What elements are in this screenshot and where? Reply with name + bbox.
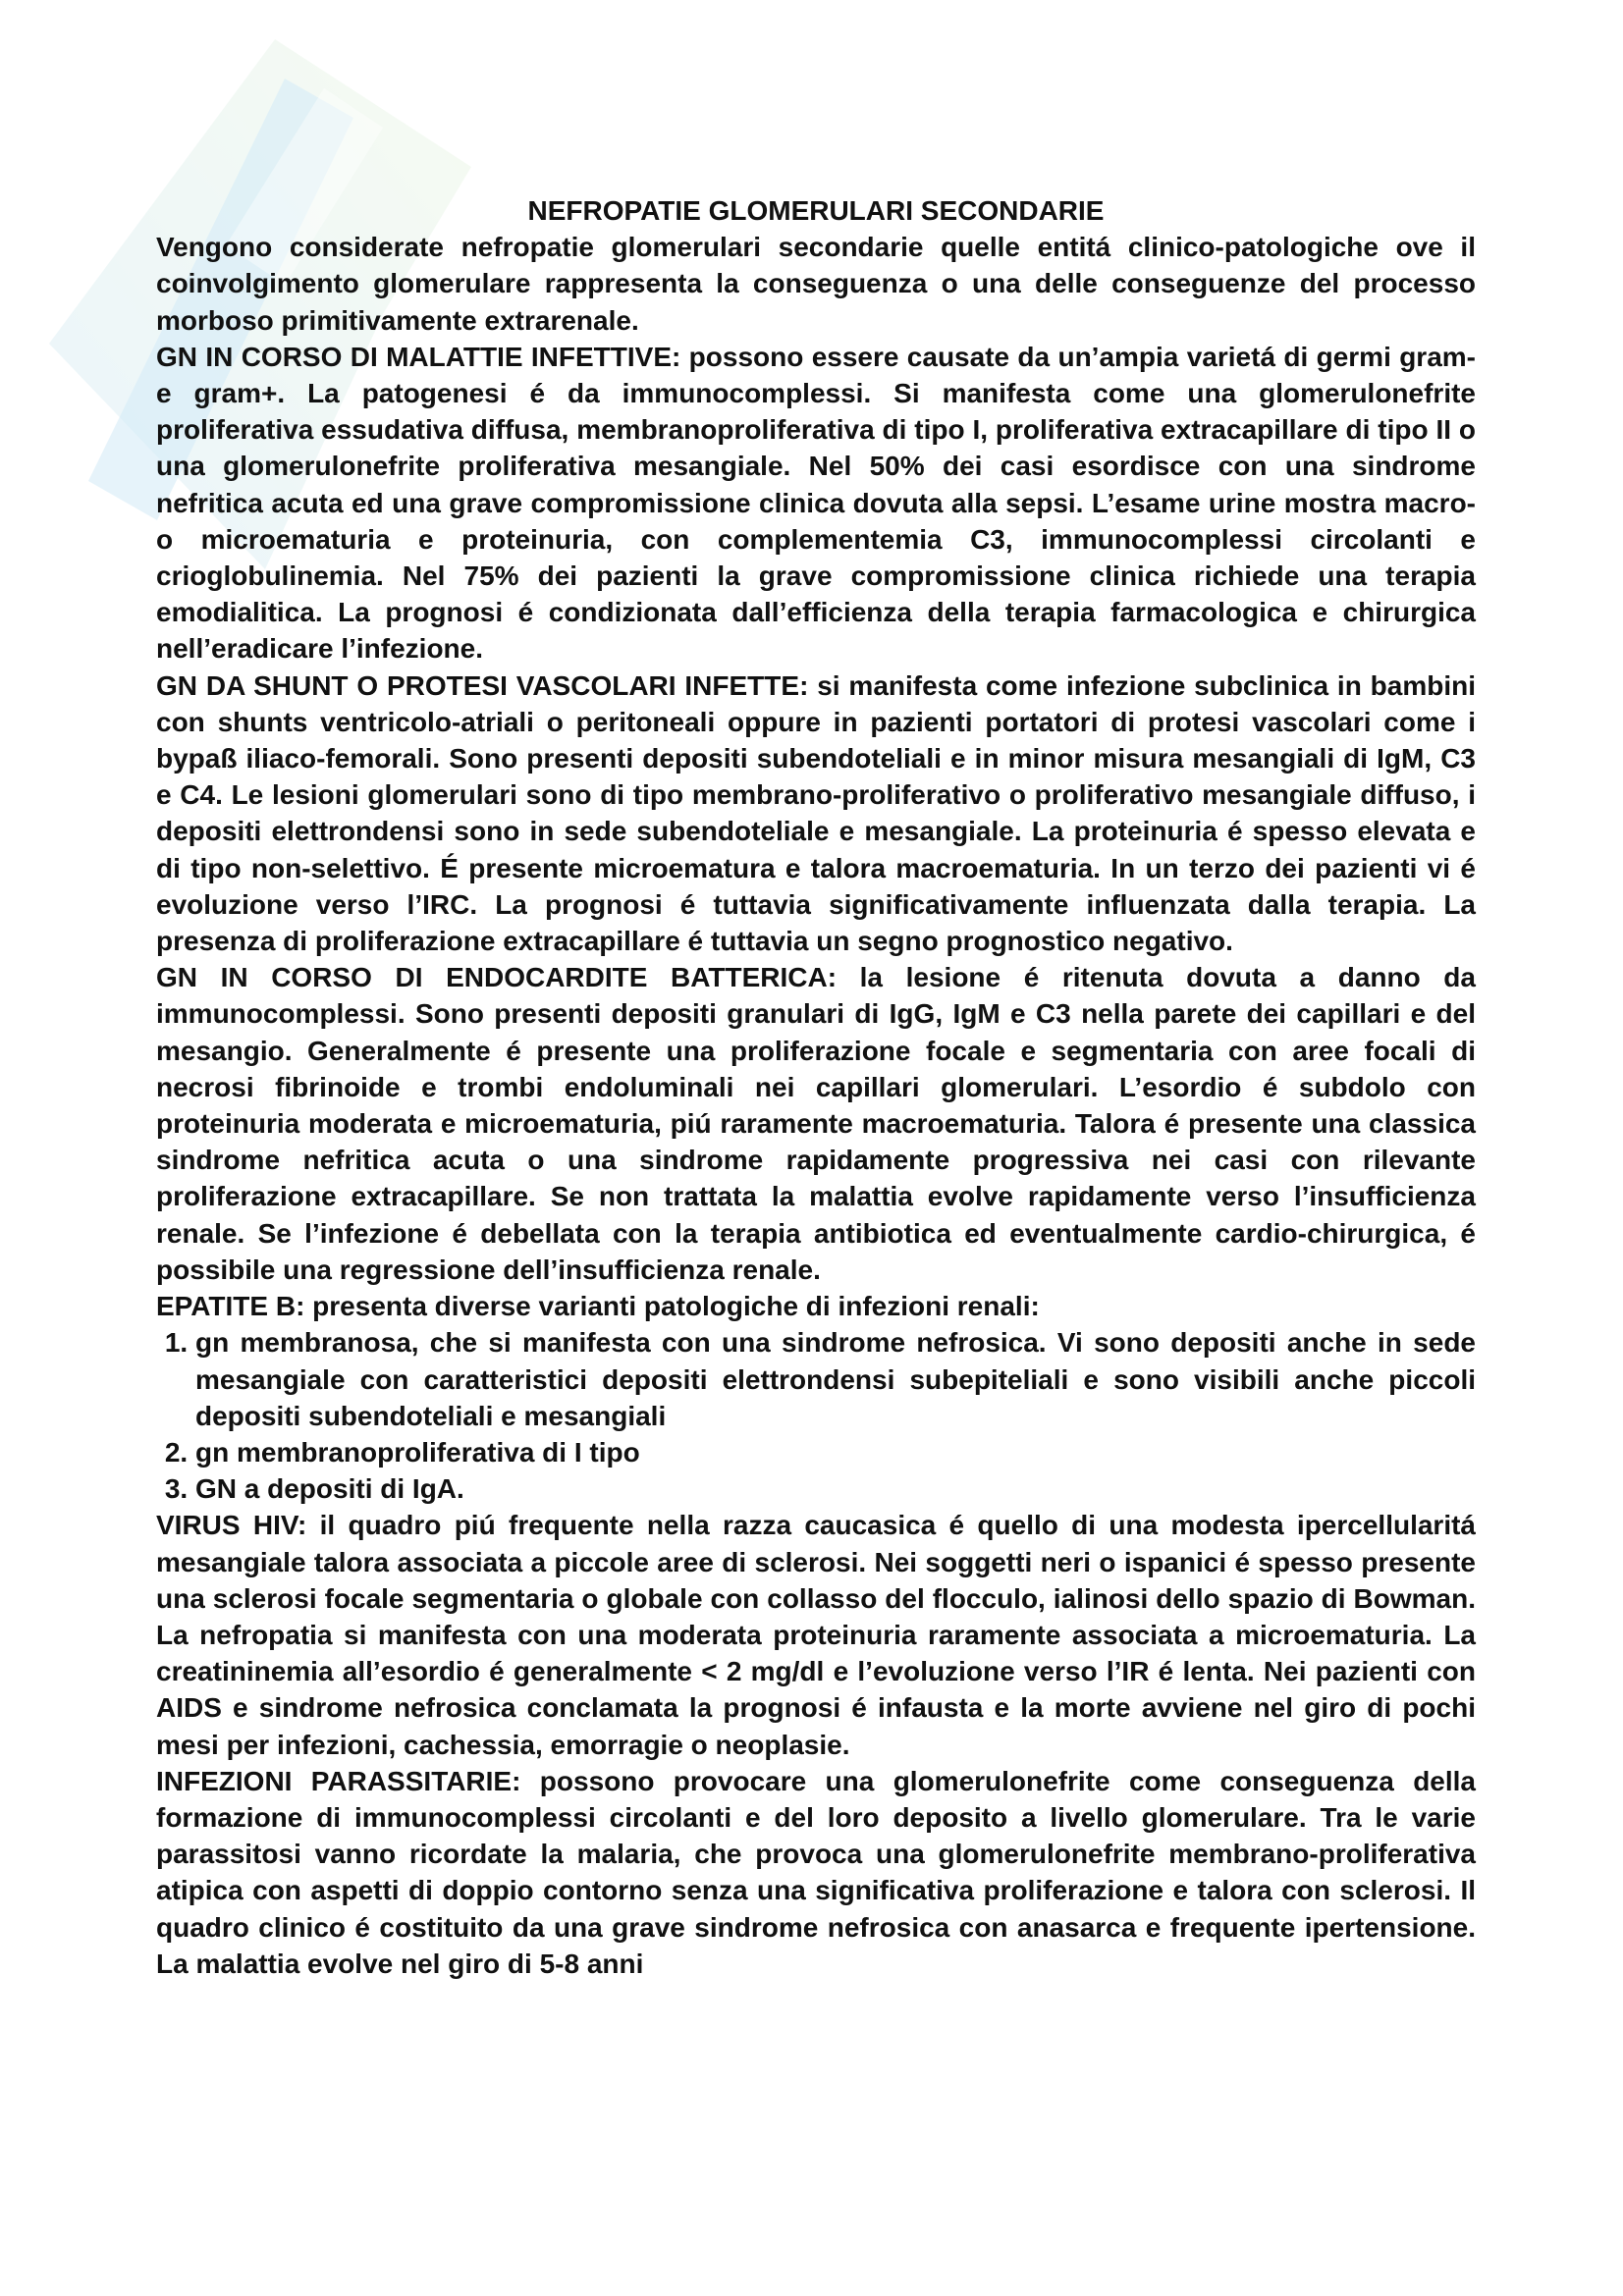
paragraph-malattie-infettive: GN IN CORSO DI MALATTIE INFETTIVE: possono essere causate da un’ampia varietá di germi gram- e gram+. La patogenesi é da immunocomplessi. Si manifesta come una glomerulonefrite proliferativa essudativa diffusa, membranoproliferativa di tipo I, proliferativa extracapillare di tipo II o una glomerulonefrite proliferativa mesangiale. Nel 50% dei casi esordisce con una sindrome nefritica acuta ed una grave compromissione clinica dovuta alla sepsi. L’esame urine mostra macro- o microematuria e proteinuria, con complementemia C3, immunocomplessi circolanti e crioglobulinemia. Nel 75% dei pazienti la grave compromissione clinica richiede una terapia emodialitica. La prognosi é condizionata dall’efficienza della terapia farmacologica e chirurgica nell’eradicare l’infezione. (156, 341, 1476, 665)
paragraph-virus-hiv: VIRUS HIV: il quadro piú frequente nella razza caucasica é quello di una modesta ipercellularitá mesangiale talora associata a piccole aree di sclerosi. Nei soggetti neri o ispanici é spesso presente una sclerosi focale segmentaria o globale con collasso del flocculo, ialinosi dello spazio di Bowman. La nefropatia si manifesta con una moderata proteinuria raramente associata a microematuria. La creatininemia all’esordio é generalmente < 2 mg/dl e l’evoluzione verso l’IR é lenta. Nei pazienti con AIDS e sindrome nefrosica conclamata la prognosi é infausta e la morte avviene nel giro di pochi mesi per infezioni, cachessia, emorragie o neoplasie. (156, 1510, 1476, 1760)
paragraph-endocardite: GN IN CORSO DI ENDOCARDITE BATTERICA: la lesione é ritenuta dovuta a danno da immunocomplessi. Sono presenti depositi granulari di IgG, IgM e C3 nella parete dei capillari e del mesangio. Generalmente é presente una proliferazione focale e segmentaria con aree focali di necrosi fibrinoide e trombi endoluminali nei capillari glomerulari. L’esordio é subdolo con proteinuria moderata e microematuria, piú raramente macroematuria. Talora é presente una classica sindrome nefritica acuta o una sindrome rapidamente progressiva nei casi con rilevante proliferazione extracapillare. Se non trattata la malattia evolve rapidamente verso l’insufficienza renale. Se l’infezione é debellata con la terapia antibiotica ed eventualmente cardio-chirurgica, é possibile una regressione dell’insufficienza renale. (156, 962, 1476, 1285)
paragraph-epatite-b: EPATITE B: presenta diverse varianti patologiche di infezioni renali: (156, 1291, 1040, 1322)
epatite-variants-list (156, 1324, 1476, 1507)
list-item: 3. GN a depositi di IgA. (195, 1470, 1476, 1507)
list-item: 2. gn membranoproliferativa di I tipo (195, 1434, 1476, 1470)
list-item: 1. gn membranosa, che si manifesta con una sindrome nefrosica. Vi sono depositi anche in sede mesangiale con caratteristici depositi elettrondensi subepiteliali e sono visibili anche piccoli depositi subendoteliali e mesangiali (195, 1324, 1476, 1434)
document-page (156, 192, 1476, 1982)
paragraph-infezioni-parassitarie: INFEZIONI PARASSITARIE: possono provocare una glomerulonefrite come conseguenza della formazione di immunocomplessi circolanti e del loro deposito a livello glomerulare. Tra le varie parassitosi vanno ricordate la malaria, che provoca una glomerulonefrite membrano-proliferativa atipica con aspetti di doppio contorno senza una significativa proliferazione e talora con sclerosi. Il quadro clinico é costituito da una grave sindrome nefrosica con anasarca e frequente ipertensione. La malattia evolve nel giro di 5-8 anni (156, 1765, 1476, 1979)
intro-paragraph: Vengono considerate nefropatie glomerulari secondarie quelle entitá clinico-patologiche ove il coinvolgimento glomerulare rappresenta la conseguenza o una delle conseguenze del processo morboso primitivamente extrarenale. (156, 232, 1476, 336)
paragraph-shunt-protesi: GN DA SHUNT O PROTESI VASCOLARI INFETTE: si manifesta come infezione subclinica in bambini con shunts ventricolo-atriali o peritoneali oppure in pazienti portatori di protesi vascolari come i bypaß iliaco-femorali. Sono presenti depositi subendoteliali e in minor misura mesangiali di IgM, C3 e C4. Le lesioni glomerulari sono di tipo membrano-proliferativo o proliferativo mesangiale diffuso, i depositi elettrondensi sono in sede subendoteliale e mesangiale. La proteinuria é spesso elevata e di tipo non-selettivo. É presente microematura e talora macroematuria. In un terzo dei pazienti vi é evoluzione verso l’IRC. La prognosi é tuttavia significativamente influenzata dalla terapia. La presenza di proliferazione extracapillare é tuttavia un segno prognostico negativo. (156, 669, 1476, 957)
document-title: NEFROPATIE GLOMERULARI SECONDARIE (527, 195, 1105, 226)
